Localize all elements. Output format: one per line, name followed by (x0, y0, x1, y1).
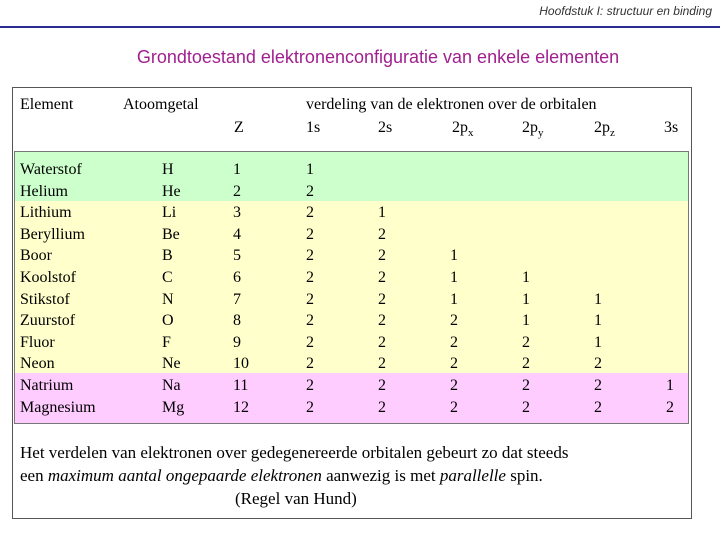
cell-name: Waterstof (20, 161, 82, 178)
cell-px: 1 (450, 290, 458, 308)
cell-z: 1 (233, 161, 241, 178)
cell-s1: 2 (306, 268, 314, 286)
cell-name: Zuurstof (20, 312, 76, 330)
column-symbol (162, 159, 184, 418)
column-3s (666, 159, 674, 418)
cell-pz (594, 245, 602, 267)
cell-name: Magnesium (20, 398, 96, 416)
cell-s2: 2 (378, 268, 386, 286)
cell-s2: 2 (378, 333, 386, 351)
column-2py (522, 159, 530, 418)
cell-py: 2 (522, 376, 530, 394)
cell-s3 (666, 310, 674, 332)
cell-pz (594, 159, 602, 181)
cell-py (522, 224, 530, 246)
cell-name: Stikstof (20, 290, 70, 308)
cell-s2: 2 (378, 355, 386, 373)
cell-py: 1 (522, 312, 530, 330)
col-header-2pz: $2p_z$ (594, 119, 615, 140)
cell-px (450, 202, 458, 224)
cell-z: 10 (233, 355, 249, 373)
cell-s1: 2 (306, 312, 314, 330)
cell-px: 2 (450, 376, 458, 394)
column-z (233, 159, 249, 418)
cell-s1: 2 (306, 182, 314, 200)
cell-z: 8 (233, 312, 241, 330)
cell-s2: 1 (378, 204, 386, 222)
cell-s2: 2 (378, 376, 386, 394)
cell-s1: 2 (306, 398, 314, 416)
cell-z: 4 (233, 225, 241, 243)
cell-symbol: B (162, 247, 173, 265)
cell-z: 2 (233, 182, 241, 200)
cell-symbol: N (162, 290, 174, 308)
cell-name: Boor (20, 247, 52, 265)
cell-pz (594, 202, 602, 224)
cell-s2: 2 (378, 312, 386, 330)
table-body-border (14, 151, 689, 424)
cell-z: 11 (233, 376, 249, 394)
cell-py: 2 (522, 398, 530, 416)
cell-s3 (666, 267, 674, 289)
column-1s (306, 159, 314, 418)
column-2pz (594, 159, 602, 418)
cell-z: 3 (233, 204, 241, 222)
cell-z: 5 (233, 247, 241, 265)
cell-name: Koolstof (20, 268, 76, 286)
cell-pz (594, 181, 602, 203)
cell-px: 2 (450, 333, 458, 351)
footnote-line-1: Het verdelen van elektronen over gedegenereerde orbitalen gebeurt zo dat steeds (20, 443, 569, 462)
cell-pz: 1 (594, 290, 602, 308)
cell-px: 2 (450, 312, 458, 330)
cell-s1: 2 (306, 376, 314, 394)
col-header-atoomgetal: Atoomgetal (123, 96, 199, 113)
cell-s3 (666, 202, 674, 224)
col-header-element: Element (20, 96, 74, 113)
cell-px: 2 (450, 355, 458, 373)
cell-s3 (666, 181, 674, 203)
cell-s1: 1 (306, 161, 314, 178)
col-header-1s: 1s (306, 119, 321, 136)
cell-name: Lithium (20, 204, 72, 222)
cell-pz: 2 (594, 398, 602, 416)
cell-pz: 2 (594, 376, 602, 394)
cell-symbol: H (162, 161, 174, 178)
cell-pz (594, 267, 602, 289)
page-title: Grondtoestand elektronenconfiguratie van enkele elementen (136, 47, 620, 67)
cell-symbol: F (162, 333, 171, 351)
cell-z: 7 (233, 290, 241, 308)
cell-pz: 2 (594, 355, 602, 373)
cell-symbol: Mg (162, 398, 185, 416)
cell-s3 (666, 245, 674, 267)
cell-s1: 2 (306, 204, 314, 222)
cell-px (450, 224, 458, 246)
cell-pz: 1 (594, 333, 602, 351)
cell-s3 (666, 159, 674, 181)
footnote (20, 441, 685, 510)
cell-s2: 2 (378, 247, 386, 265)
cell-py (522, 159, 530, 181)
section-header: Hoofdstuk I: structuur en binding (539, 4, 712, 18)
cell-z: 12 (233, 398, 249, 416)
cell-s1: 2 (306, 290, 314, 308)
cell-s3 (666, 289, 674, 311)
cell-s1: 2 (306, 355, 314, 373)
cell-px: 2 (450, 398, 458, 416)
column-2s (378, 159, 386, 418)
cell-py (522, 202, 530, 224)
cell-pz: 1 (594, 312, 602, 330)
cell-s2 (378, 181, 386, 203)
col-header-3s: 3s (664, 119, 679, 136)
cell-name: Neon (20, 355, 55, 373)
cell-symbol: O (162, 312, 174, 330)
cell-s3 (666, 332, 674, 354)
cell-py: 1 (522, 268, 530, 286)
cell-s3: 2 (666, 398, 674, 416)
cell-s3 (666, 353, 674, 375)
cell-symbol: He (162, 182, 181, 200)
cell-symbol: Be (162, 225, 180, 243)
cell-name: Natrium (20, 376, 74, 394)
column-element (20, 159, 96, 418)
cell-name: Beryllium (20, 225, 85, 243)
cell-z: 9 (233, 333, 241, 351)
cell-px (450, 159, 458, 181)
footnote-rule-name: (Regel van Hund) (235, 489, 357, 508)
cell-s2: 2 (378, 398, 386, 416)
cell-symbol: Ne (162, 355, 181, 373)
column-2px (450, 159, 458, 418)
col-header-2px: $2p_x$ (452, 119, 474, 140)
cell-z: 6 (233, 268, 241, 286)
cell-py (522, 245, 530, 267)
cell-px (450, 181, 458, 203)
cell-symbol: Li (162, 204, 177, 222)
cell-s1: 2 (306, 333, 314, 351)
cell-s3: 1 (666, 376, 674, 394)
cell-py: 1 (522, 290, 530, 308)
cell-s2 (378, 159, 386, 181)
cell-s1: 2 (306, 225, 314, 243)
cell-px: 1 (450, 268, 458, 286)
cell-symbol: C (162, 268, 173, 286)
col-header-z: Z (234, 119, 244, 136)
footnote-line-2: een maximum aantal ongepaarde elektronen aanwezig is met parallelle spin. (20, 466, 543, 485)
cell-name: Helium (20, 182, 68, 200)
cell-px: 1 (450, 247, 458, 265)
cell-pz (594, 224, 602, 246)
cell-py: 2 (522, 333, 530, 351)
cell-name: Fluor (20, 333, 55, 351)
cell-s1: 2 (306, 247, 314, 265)
cell-py (522, 181, 530, 203)
col-header-2py: $2p_y$ (522, 119, 544, 140)
cell-py: 2 (522, 355, 530, 373)
cell-s3 (666, 224, 674, 246)
col-header-2s: 2s (378, 119, 393, 136)
cell-s2: 2 (378, 290, 386, 308)
cell-s2: 2 (378, 225, 386, 243)
col-header-verdeling: verdeling van de elektronen over de orbitalen (306, 96, 597, 113)
cell-symbol: Na (162, 376, 181, 394)
header-rule (0, 26, 720, 28)
